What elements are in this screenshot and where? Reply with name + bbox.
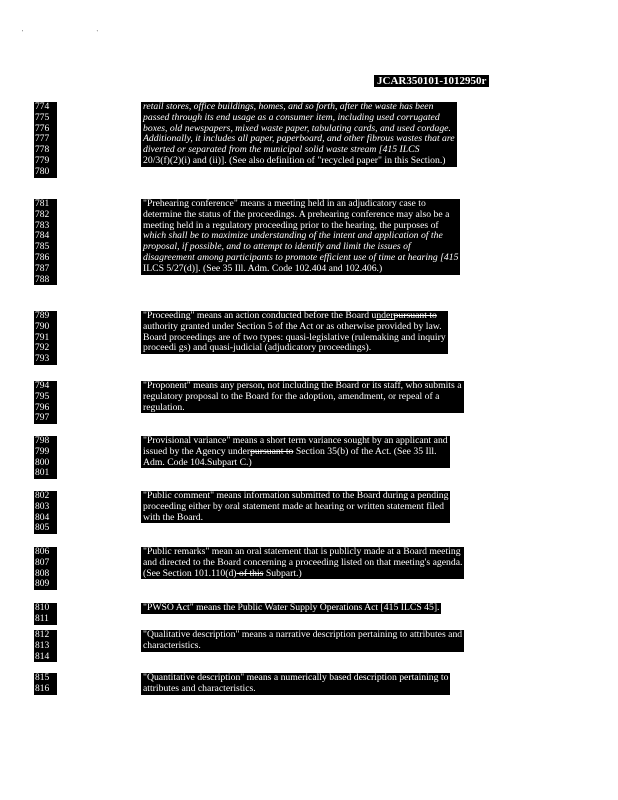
public-remarks-definition: "Public remarks" mean an oral statement that is publicly made at a Board meeting and directed to the Board concerning a proceeding listed on that meeting's agenda. (See Section 101.110(d) of this Subpart.) bbox=[143, 546, 463, 579]
quantitative-description-definition: "Quantitative description" means a numerically based description pertaining to attributes and characteristics. bbox=[143, 672, 449, 694]
prehearing-conference-definition: "Prehearing conference" means a meeting held in an adjudicatory case to determine the status of the proceedings. A prehearing conference may also be a meeting held in a regulatory proceeding prior to the hearing, the purposes of which shall be to maximize understanding of the intent and application of the proposal, if possible, and to attempt to identify and limit the issues of disagreement among participants to promote efficient use of time at hearing [415 ILCS 5/27(d)]. (See 35 Ill. Adm. Code 102.404 and 102.406.) bbox=[143, 198, 459, 274]
scan-marks: ' ' bbox=[22, 30, 134, 36]
public-comment-definition: "Public comment" means information submitted to the Board during a pending proceeding either by oral statement made at hearing or written statement filed with the Board. bbox=[143, 490, 449, 523]
line-numbers-c: 789 790 791 792 793 bbox=[34, 311, 57, 365]
line-numbers-i: 812 813 814 bbox=[34, 630, 57, 662]
provisional-variance-definition: "Provisional variance" means a short term variance sought by an applicant and issued by the Agency underpursuant to Section 35(b) of the Act. (See 35 Ill. Adm. Code 104.Subpart C.) bbox=[143, 435, 448, 468]
pwso-act-definition: "PWSO Act" means the Public Water Supply Operations Act [415 ILCS 45]. bbox=[143, 602, 440, 613]
document-id: JCAR350101-1012950r bbox=[374, 75, 489, 87]
line-numbers-b: 781 782 783 784 785 786 787 788 bbox=[34, 199, 57, 285]
line-numbers-j: 815 816 bbox=[34, 673, 57, 695]
proceeding-definition: "Proceeding" means an action conducted before the Board underpursuant to authority granted under Section 5 of the Act or as otherwise provided by law. Board proceedings are of two types: quasi-legislative (rulemaking and inquiry proceedi gs) and quasi-judicial (adjudicatory proceedings). bbox=[143, 310, 446, 354]
line-numbers-a: 774 775 776 777 778 779 780 bbox=[34, 102, 57, 178]
line-numbers-g: 806 807 808 809 bbox=[34, 547, 57, 590]
line-numbers-f: 802 803 804 805 bbox=[34, 491, 57, 534]
line-numbers-e: 798 799 800 801 bbox=[34, 436, 57, 479]
line-numbers-h: 810 811 bbox=[34, 603, 57, 625]
line-numbers-d: 794 795 796 797 bbox=[34, 381, 57, 424]
recycled-paper-definition: retail stores, office buildings, homes, and so forth, after the waste has been passed through its end usage as a consumer item, including used corrugated boxes, old newspapers, mixed waste paper, tabulating cards, and used cordage. Additionally, it includes all paper, paperboard, and other fibrous wastes that are diverted or separated from the municipal solid waste stream [415 ILCS 20/3(f)(2)(i) and (ii)]. (See also definition of "recycled paper" in this Section.) bbox=[143, 101, 455, 166]
qualitative-description-definition: "Qualitative description" means a narrative description pertaining to attributes and characteristics. bbox=[143, 629, 463, 651]
proponent-definition: "Proponent" means any person, not including the Board or its staff, who submits a regulatory proposal to the Board for the adoption, amendment, or repeal of a regulation. bbox=[143, 380, 462, 413]
